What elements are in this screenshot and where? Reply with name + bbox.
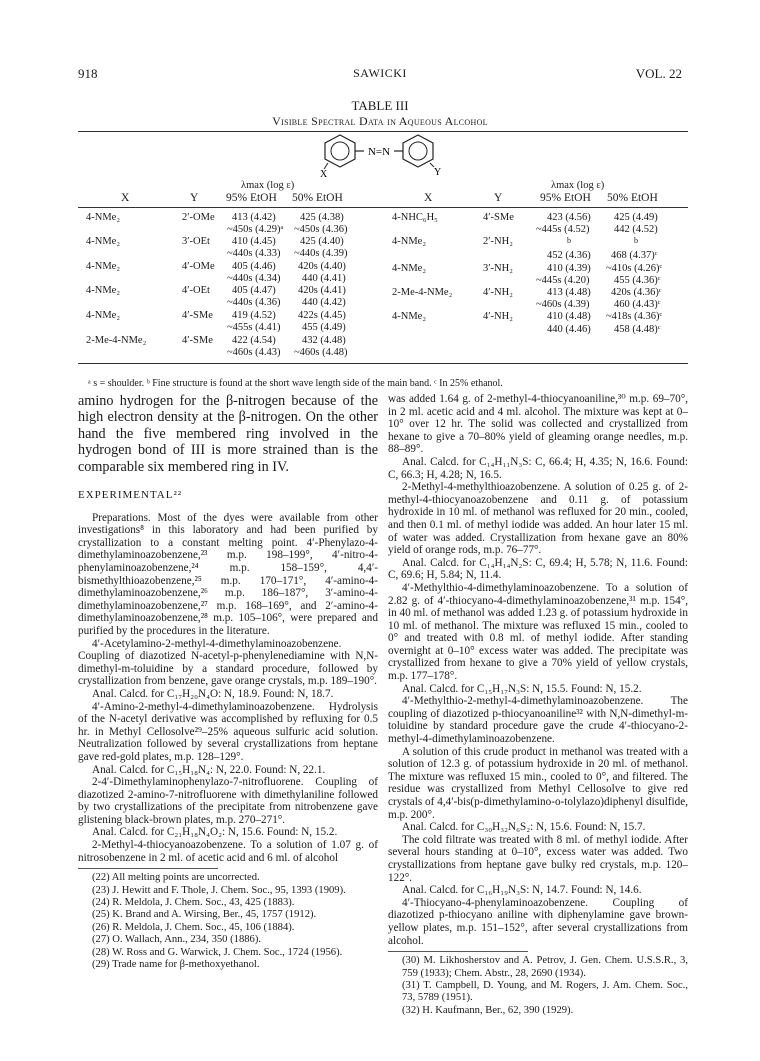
table-cell: 468 (4.37)ᶜ (611, 250, 658, 261)
table-cell: 4-NMe₂ (392, 263, 426, 274)
reference-item: (22) All melting points are uncorrected. (92, 872, 260, 884)
table-cell: 4-NMe₂ (392, 311, 426, 322)
body-paragraph: Anal. Calcd. for C₁₇H₂₀N₄O: N, 18.9. Found: N, 18.7. (92, 687, 334, 700)
table-footnote: ᵃ s = shoulder. ᵇ Fine structure is found at the short wave length side of the main band. ᶜ In 25% ethanol. (88, 378, 503, 389)
reference-item: (28) W. Ross and G. Warwick, J. Chem. Soc., 1724 (1956). (92, 946, 343, 958)
table-cell: 440 (4.42) (302, 297, 346, 308)
table-cell: 2′-OMe (182, 212, 215, 223)
x-substituent-label: X (320, 169, 328, 179)
body-paragraph: 4′-Thiocyano-4-phenylaminoazobenzene. Coupling of diazotized p-thiocyano aniline with diphenylamine gave brown-yellow plates, m.p. 151–152°, after several crystallizations from alcohol. (388, 896, 688, 947)
col-header-y-left: Y (190, 192, 199, 204)
table-cell: ~450s (4.29)ᵃ (227, 224, 284, 235)
table-cell: 460 (4.43)ᶜ (614, 299, 661, 310)
table-cell: 458 (4.48)ᶜ (614, 324, 661, 335)
body-paragraph: 4′-Acetylamino-2-methyl-4-dimethylaminoazobenzene. Coupling of diazotized N-acetyl-p-phenylenediamine with N,N-dimethyl-m-toluidine by a standard procedure, followed by crystallization from benzene, gave orange crystals, m.p. 189–190°. (78, 637, 378, 688)
table-cell: 440 (4.41) (302, 273, 346, 284)
body-paragraph: 2-Methyl-4-thiocyanoazobenzene. To a solution of 1.07 g. of nitrosobenzene in 2 ml. of acetic acid and 6 ml. of alcohol (78, 839, 378, 864)
table-cell: 410 (4.48) (547, 311, 591, 322)
body-paragraph: Anal. Calcd. for C₁₆H₁₉N₃S: N, 14.7. Found: N, 14.6. (402, 884, 642, 897)
table-cell: 455 (4.36)ᶜ (614, 275, 661, 286)
table-cell: 425 (4.40) (300, 236, 344, 247)
table-cell: 4-NMe₂ (392, 236, 426, 247)
table-cell: ~440s (4.36) (227, 297, 281, 308)
table-cell: 4′-NH₂ (483, 287, 513, 298)
table-title: TABLE III (351, 98, 409, 113)
table-cell: 4-NHC₆H₅ (392, 212, 438, 223)
table-cell: 422 (4.54) (232, 335, 276, 346)
table-cell: 423 (4.56) (547, 212, 591, 223)
body-paragraph: Anal. Calcd. for C₂₁H₁₈N₄O₂: N, 15.6. Found: N, 15.2. (92, 826, 338, 839)
table-cell: 3′-NH₂ (483, 263, 513, 274)
table-cell: 4-NMe₂ (86, 236, 120, 247)
reference-item: (26) R. Meldola, J. Chem. Soc., 45, 106 (1884). (92, 921, 295, 933)
table-cell: 422s (4.45) (298, 310, 346, 321)
reference-item: (31) T. Campbell, D. Young, and M. Rogers, J. Am. Chem. Soc., 73, 5789 (1951). (402, 979, 688, 1004)
table-cell: ~418s (4.36)ᶜ (606, 311, 663, 322)
body-paragraph: Anal. Calcd. for C₁₄H₁₄N₂S: C, 69.4; H, 5.78; N, 11.6. Found: C, 69.6; H, 5.84; N, 11.4. (388, 556, 688, 582)
body-paragraph: Anal. Calcd. for C₃₀H₃₂N₆S₂: N, 15.6. Found: N, 15.7. (402, 821, 646, 834)
table-cell: 420s (4.41) (298, 285, 346, 296)
running-title: SAWICKI (353, 66, 407, 80)
col-header-50-right: 50% EtOH (607, 192, 658, 204)
col-header-x-right: X (424, 192, 433, 204)
table-cell: 432 (4.48) (302, 335, 346, 346)
table-cell: ~440s (4.34) (227, 273, 281, 284)
azo-bridge-label: N=N (367, 146, 391, 158)
y-substituent-label: Y (434, 167, 442, 178)
table-cell: 419 (4.52) (232, 310, 276, 321)
intro-paragraph: amino hydrogen for the β-nitrogen because of the high electron density at the β-nitrogen. On the other hand the five membered ring involved in the hydrogen bond of III is more strained than is the comparable six membered ring in IV. (78, 393, 378, 475)
table-cell: 410 (4.45) (232, 236, 276, 247)
body-paragraph: 4′-Methylthio-2-methyl-4-dimethylaminoazobenzene. The coupling of diazotized p-thiocyanoaniline³² with N,N-dimethyl-m-toluidine by standard procedure gave the crude 4′-thiocyano-2-methyl-4-dimethylaminoazobenzene. (388, 695, 688, 746)
body-paragraph: 4′-Amino-2-methyl-4-dimethylaminoazobenzene. Hydrolysis of the N-acetyl derivative was accomplished by refluxing for 0.5 hr. in Methyl Cellosolve²⁹–25% aqueous sulfuric acid solution. Neutralization followed by several crystallizations from heptane gave red-gold plates, m.p. 128–129°. (78, 700, 378, 763)
body-paragraph: 2-4′-Dimethylaminophenylazo-7-nitrofluorene. Coupling of diazotized 2-amino-7-nitrofluorene with dimethylaniline followed by two crystallizations of the precipitate from nitrobenzene gave glistening black-brown plates, m.p. 270–271°. (78, 776, 378, 826)
table-cell: 4′-SMe (483, 212, 514, 223)
table-cell: 442 (4.52) (614, 224, 658, 235)
table-cell: ~410s (4.26)ᶜ (606, 263, 663, 274)
reference-item: (29) Trade name for β-methoxyethanol. (92, 959, 260, 971)
left-text-column (78, 393, 378, 972)
table-cell: ~460s (4.39) (536, 299, 590, 310)
table-cell: 420s (4.40) (298, 261, 346, 272)
table-cell: ~440s (4.33) (227, 248, 281, 259)
table-cell: 4′-NH₂ (483, 311, 513, 322)
table-cell: ~440s (4.39) (294, 248, 348, 259)
table-cell: 440 (4.46) (547, 324, 591, 335)
footnote-rule (78, 868, 218, 869)
body-paragraph: Preparations. Most of the dyes were available from other investigations⁸ in this laboratory and had been purified by crystallization to a constant melting point. 4′-Phenylazo-4-dimethylaminoazobenzene,²³ m.p. 198–199°, 4′-nitro-4-phenylaminoazobenzene,²⁴ m.p. 158–159°, 4,4′-bismethylthioazobenzene,²⁵ m.p. 170–171°, 4′-amino-4-dimethylaminoazobenzene,²⁶ m.p. 186–187°, 3′-amino-4-dimethylaminoazobenzene,²⁷ m.p. 168–169°, and 2′-amino-4-dimethylaminoazobenzene,²⁸ m.p. 105–106°, were prepared and purified by the procedures in the literature. (78, 511, 378, 637)
body-paragraph: A solution of this crude product in methanol was treated with a solution of 12.3 g. of potassium hydroxide in 20 ml. of methanol. The mixture was refluxed 15 min., cooled to 0°, and filtered. The residue was crystallized from Methyl Cellosolve to give red crystals of 4,4′-bis(p-dimethylamino-o-tolylazo)diphenyl disulfide, m.p. 200°. (388, 745, 688, 821)
azobenzene-structure-diagram (300, 129, 460, 179)
table-cell: 4′-SMe (182, 335, 213, 346)
table-cell: 3′-OEt (182, 236, 210, 247)
reference-item: (30) M. Likhosherstov and A. Petrov, J. Gen. Chem. U.S.S.R., 3, 759 (1933); Chem. Abstr., 28, 2690 (1934). (402, 955, 688, 979)
table-cell: 4-NMe₂ (86, 261, 120, 272)
reference-item: (25) K. Brand and A. Wirsing, Ber., 45, 1757 (1912). (92, 909, 317, 921)
table-cell: 2′-NH₂ (483, 236, 513, 247)
table-cell: ~460s (4.43) (227, 347, 281, 358)
table-cell: 4′-OEt (182, 285, 210, 296)
body-paragraph: The cold filtrate was treated with 8 ml. of methyl iodide. After several hours standing at 0–10°, excess water was added. Two crystallizations from heptane gave bulky red crystals, m.p. 120–122°. (388, 833, 688, 884)
body-paragraph: 4′-Methylthio-4-dimethylaminoazobenzene. To a solution of 2.82 g. of 4′-thiocyano-4-dimethylaminoazobenzene,³¹ m.p. 154°, in 40 ml. of methanol was added 1.23 g. of potassium hydroxide in 10 ml. of methanol. The mixture was refluxed 15 min., cooled to 0° and treated with 0.8 ml. of methyl iodide. After standing overnight at 0–10° excess water was added. The precipitate was crystallized from hexane to give a 70% yield of yellow crystals, m.p. 177–178°. (388, 581, 688, 683)
table-bottom-rule (78, 363, 688, 364)
table-caption: Visible Spectral Data in Aqueous Alcohol (272, 114, 488, 128)
table-cell: 2-Me-4-NMe₂ (392, 287, 453, 298)
col-header-95-right: 95% EtOH (540, 192, 591, 204)
body-paragraph: 2-Methyl-4-methylthioazobenzene. A solution of 0.25 g. of 2-methyl-4-thiocyanoazobenzene and 0.11 g. of potassium hydroxide in 10 ml. of methanol was refluxed for 20 min., cooled, and then 0.1 ml. of methyl iodide was added. An hour later 15 ml. of water was added. Crystallization from hexane gave an 80% yield of orange rods, m.p. 76–77°. (388, 481, 688, 557)
lambda-header-left: λmax (log ε) (241, 180, 295, 191)
table-cell: ~460s (4.48) (294, 347, 348, 358)
table-cell: 4-NMe₂ (86, 310, 120, 321)
body-paragraph: Anal. Calcd. for C₁₅H₁₇N₃S: N, 15.5. Found: N, 15.2. (402, 682, 642, 695)
table-cell: 405 (4.46) (232, 261, 276, 272)
table-cell: 413 (4.48) (547, 287, 591, 298)
right-text-column (388, 393, 688, 1017)
col-header-50-left: 50% EtOH (292, 192, 343, 204)
table-header-rule (78, 207, 688, 208)
table-cell: 455 (4.49) (302, 322, 346, 333)
table-cell: ~450s (4.36) (294, 224, 348, 235)
table-cell: 2-Me-4-NMe₂ (86, 335, 147, 346)
table-cell: 405 (4.47) (232, 285, 276, 296)
footnote-rule (388, 951, 528, 952)
table-cell: 4-NMe₂ (86, 285, 120, 296)
table-cell: 425 (4.49) (614, 212, 658, 223)
body-paragraph: Anal. Calcd. for C₁₄H₁₁N₃S: C, 66.4; H, 4.35; N, 16.6. Found: C, 66.3; H, 4.28; N, 16.5. (388, 455, 688, 481)
reference-item: (23) J. Hewitt and F. Thole, J. Chem. Soc., 95, 1393 (1909). (92, 884, 346, 896)
reference-item: (32) H. Kaufmann, Ber., 62, 390 (1929). (402, 1004, 574, 1016)
table-cell: b (567, 236, 571, 245)
table-cell: ~445s (4.20) (536, 275, 590, 286)
table-cell: 4-NMe₂ (86, 212, 120, 223)
table-cell: 413 (4.42) (232, 212, 276, 223)
lambda-header-right: λmax (log ε) (551, 180, 605, 191)
section-heading-experimental: EXPERIMENTAL²² (78, 489, 183, 502)
table-cell: ~445s (4.52) (536, 224, 590, 235)
body-paragraph: Anal. Calcd. for C₁₅H₁₈N₄: N, 22.0. Found: N, 22.1. (92, 763, 326, 776)
col-header-y-right: Y (494, 192, 503, 204)
table-cell: 420s (4.36)ᶜ (611, 287, 662, 298)
page-number: 918 (78, 66, 98, 81)
col-header-95-left: 95% EtOH (226, 192, 277, 204)
reference-item: (27) O. Wallach, Ann., 234, 350 (1886). (92, 934, 262, 946)
table-cell: 4′-SMe (182, 310, 213, 321)
table-cell: 452 (4.36) (547, 250, 591, 261)
table-cell: b (634, 236, 638, 245)
volume-label: VOL. 22 (635, 66, 682, 81)
table-cell: 425 (4.38) (300, 212, 344, 223)
body-paragraph: was added 1.64 g. of 2-methyl-4-thiocyanoaniline,³⁰ m.p. 69–70°, in 2 ml. acetic acid and 4 ml. alcohol. The mixture was kept at 0–10° over 12 hr. The solid was collected and crystallized from hexane to give a 70–80% yield of gleaming orange needles, m.p. 88–89°. (388, 393, 688, 456)
reference-item: (24) R. Meldola, J. Chem. Soc., 43, 425 (1883). (92, 897, 295, 909)
col-header-x-left: X (121, 192, 130, 204)
table-cell: 410 (4.39) (547, 263, 591, 274)
table-cell: 4′-OMe (182, 261, 215, 272)
table-cell: ~455s (4.41) (227, 322, 281, 333)
